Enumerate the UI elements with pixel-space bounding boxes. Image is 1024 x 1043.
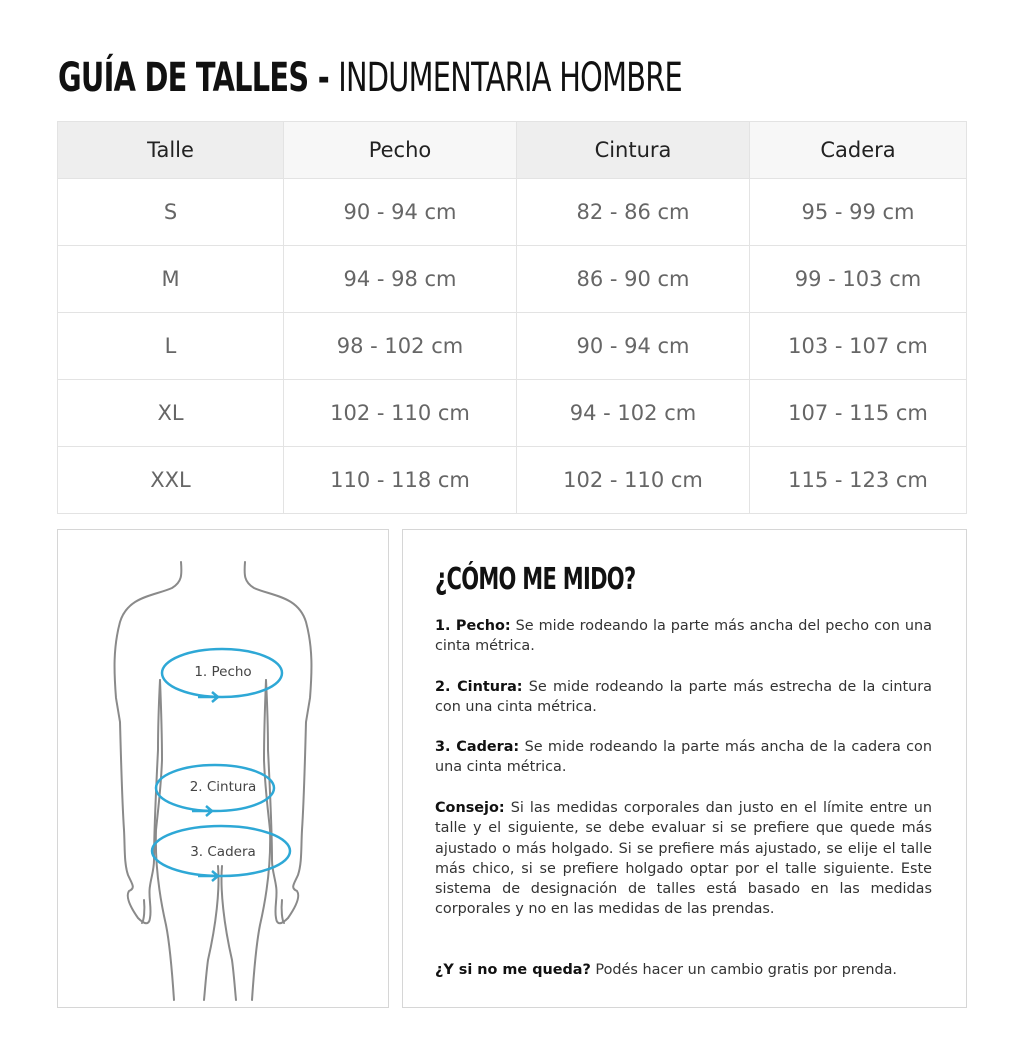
guide-text: Se mide rodeando la parte más ancha de la cadera con una cinta métrica. [435,739,932,776]
table-header-row [58,122,967,179]
waist-arrow-icon [192,806,212,816]
hip-label: 3. Cadera [190,844,256,860]
column-header-cadera: Cadera [750,122,967,179]
guide-text: Si las medidas corporales dan justo en el límite entre un talle y el siguiente, se debe evaluar si se prefiere que quede más ajustado o más holgado. Si se prefiere más ajustado, se elije el talle más chico, si se prefiere holgado optar por el talle siguiente. Este sistema de designación de talles está basado en las medidas corporales y no en las medidas de las prendas. [435,800,932,918]
guide-title: ¿CÓMO ME MIDO? [435,562,636,597]
cell-cintura: 102 - 110 cm [517,447,750,514]
cell-cintura: 86 - 90 cm [517,246,750,313]
chest-label: 1. Pecho [194,664,252,680]
guide-item-hip [435,737,932,778]
waist-label: 2. Cintura [189,779,257,795]
cell-cadera: 103 - 107 cm [750,313,967,380]
cell-cadera: 99 - 103 cm [750,246,967,313]
cell-talle: XL [58,380,284,447]
guide-term: ¿Y si no me queda? [435,962,591,978]
table-row [58,313,967,380]
cell-cadera: 107 - 115 cm [750,380,967,447]
guide-term: 1. Pecho: [435,618,511,634]
cell-pecho: 98 - 102 cm [284,313,517,380]
table-row [58,380,967,447]
guide-item-waist [435,677,932,718]
hip-arrow-icon [198,871,218,881]
title-light: INDUMENTARIA HOMBRE [338,55,683,101]
column-header-talle: Talle [58,122,284,179]
guide-term: 2. Cintura: [435,679,523,695]
cell-pecho: 102 - 110 cm [284,380,517,447]
chest-arrow-icon [198,692,218,702]
body-diagram-panel [57,529,389,1008]
column-header-cintura: Cintura [517,122,750,179]
column-header-pecho: Pecho [284,122,517,179]
table-row [58,179,967,246]
cell-talle: L [58,313,284,380]
cell-cadera: 95 - 99 cm [750,179,967,246]
cell-talle: M [58,246,284,313]
guide-text: Se mide rodeando la parte más estrecha de la cintura con una cinta métrica. [435,679,932,716]
cell-pecho: 90 - 94 cm [284,179,517,246]
guide-term: 3. Cadera: [435,739,520,755]
cell-talle: XXL [58,447,284,514]
guide-item-exchange [435,960,932,980]
cell-cintura: 94 - 102 cm [517,380,750,447]
cell-cintura: 82 - 86 cm [517,179,750,246]
guide-term: Consejo: [435,800,505,816]
body-measurement-diagram [58,530,388,1007]
page-title [58,52,682,104]
guide-text: Se mide rodeando la parte más ancha del pecho con una cinta métrica. [435,618,932,655]
table-row [58,246,967,313]
cell-talle: S [58,179,284,246]
guide-text: Podés hacer un cambio gratis por prenda. [590,962,897,978]
cell-cadera: 115 - 123 cm [750,447,967,514]
cell-cintura: 90 - 94 cm [517,313,750,380]
cell-pecho: 110 - 118 cm [284,447,517,514]
title-bold: GUÍA DE TALLES [58,55,309,101]
size-table [57,121,967,514]
cell-pecho: 94 - 98 cm [284,246,517,313]
title-separator: - [308,55,339,101]
table-row [58,447,967,514]
measurement-guide-panel [402,529,967,1008]
guide-item-advice [435,798,932,920]
guide-item-chest [435,616,932,657]
